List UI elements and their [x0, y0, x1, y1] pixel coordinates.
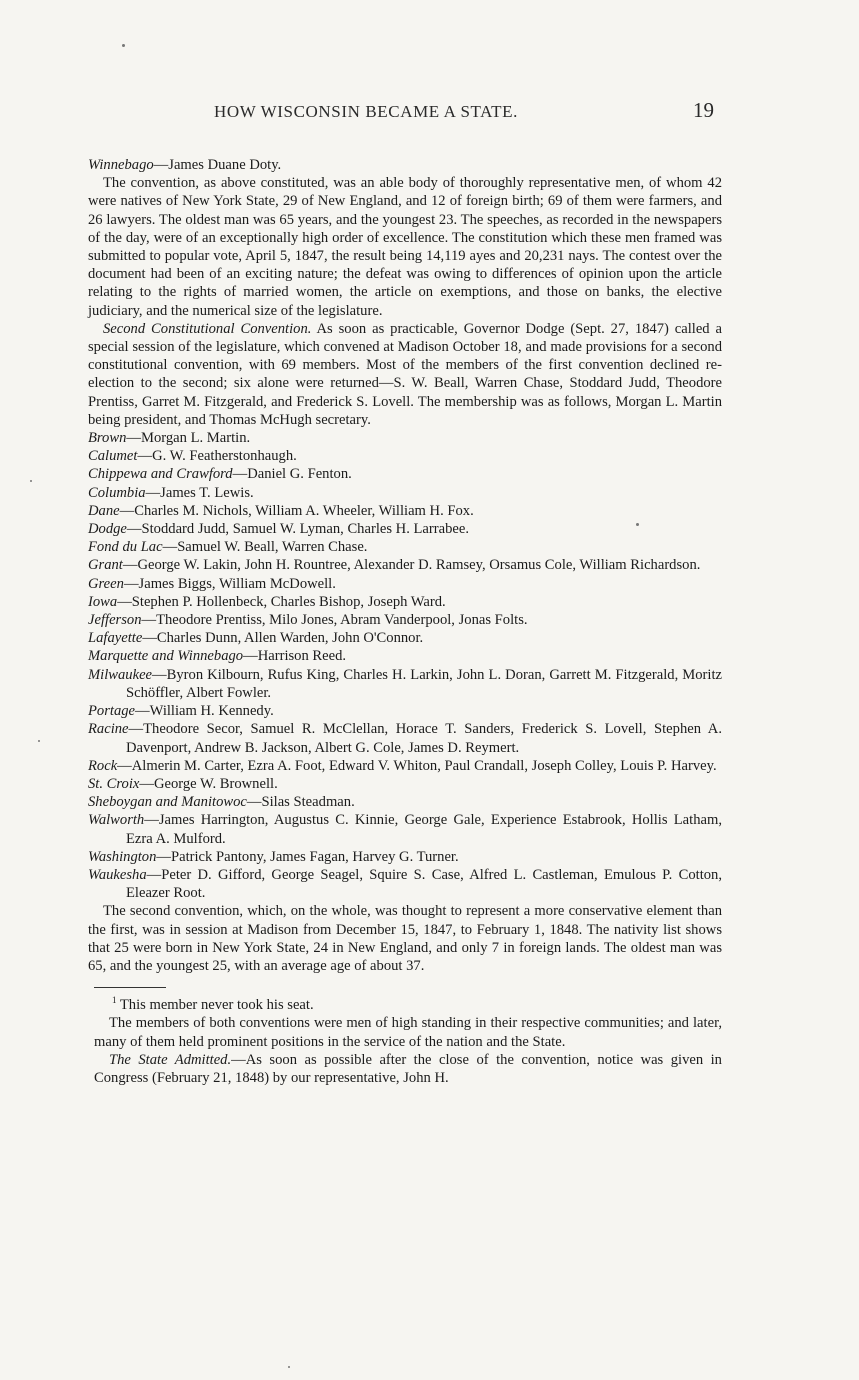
section-heading: Second Constitutional Convention.: [103, 320, 312, 337]
section-text: —As soon as possible after the close of the convention, notice was given in Congress (February 21, 1848) by our representative, John H.: [94, 1051, 722, 1086]
member-entry: [88, 775, 722, 793]
county-members: —George W. Brownell.: [139, 775, 278, 792]
county-members: —Patrick Pantony, James Fagan, Harvey G. Turner.: [156, 848, 459, 865]
county-members: —Daniel G. Fenton.: [232, 466, 352, 483]
county-members: —Charles Dunn, Allen Warden, John O'Connor.: [142, 630, 424, 647]
speck: [288, 1366, 290, 1368]
county-name: Brown: [88, 430, 127, 447]
county-name: Racine: [88, 721, 129, 738]
county-name: Fond du Lac: [88, 539, 163, 556]
page-number: 19: [693, 98, 714, 122]
county-members: —Charles M. Nichols, William A. Wheeler, William H. Fox.: [119, 502, 474, 519]
county-members: —Silas Steadman.: [246, 794, 355, 811]
section-text: As soon as practicable, Governor Dodge (Sept. 27, 1847) called a special session of the legislature, which convened at Madison October 18, and made provisions for a second constitutional convention, with 69 members. Most of the members of the first convention declined re-election to the second; six alone were returned—S. W. Beall, Warren Chase, Stoddard Judd, Theodore Prentiss, Garret M. Fitzgerald, and Frederick S. Lovell. The membership was as follows, Morgan L. Martin being president, and Thomas McHugh secretary.: [88, 320, 722, 428]
member-entry: [88, 611, 722, 629]
county-name: Washington: [88, 848, 157, 865]
section-heading: The State Admitted.: [109, 1051, 232, 1068]
county-name: Sheboygan and Manitowoc: [88, 794, 247, 811]
county-name: Jefferson: [88, 612, 142, 629]
member-entry: [88, 757, 722, 775]
running-title: HOW WISCONSIN BECAME A STATE.: [214, 102, 518, 121]
county-members: —William H. Kennedy.: [135, 703, 274, 720]
running-head: [88, 98, 722, 128]
member-entry: [88, 811, 722, 847]
county-members: —Stoddard Judd, Samuel W. Lyman, Charles H. Larrabee.: [126, 521, 469, 538]
member-entry: [88, 556, 722, 574]
county-name: Iowa: [88, 593, 118, 610]
speck: [30, 480, 32, 482]
member-entry: [88, 866, 722, 902]
speck: [636, 523, 639, 526]
paragraph-state-admitted: [88, 1051, 722, 1087]
member-entry: [88, 538, 722, 556]
county-name: Calumet: [88, 448, 138, 465]
paragraph-second-convention: [88, 320, 722, 429]
county-name: Walworth: [88, 812, 145, 829]
member-entry: [88, 702, 722, 720]
member-entry: [88, 429, 722, 447]
paragraph-standing: The members of both conventions were men of high standing in their respective communities; and later, many of them held prominent positions in the service of the nation and the State.: [94, 1015, 722, 1050]
county-members: —James Biggs, William McDowell.: [123, 575, 336, 592]
county-name: Marquette and Winnebago: [88, 648, 244, 665]
body-text: [88, 156, 722, 1087]
member-entry: [88, 720, 722, 756]
county-members: —Almerin M. Carter, Ezra A. Foot, Edward V. Whiton, Paul Crandall, Joseph Colley, Louis P. Harvey.: [117, 757, 717, 774]
footnote-rule: [94, 987, 166, 988]
paragraph-second-session: The second convention, which, on the whole, was thought to represent a more conservative element than the first, was in session at Madison from December 15, 1847, to February 1, 1848. The nativity list shows that 25 were born in New York State, 24 in New England, and only 7 in foreign lands. The oldest man was 65, and the youngest 25, with an average age of about 37.: [88, 903, 722, 974]
county-members: —Stephen P. Hollenbeck, Charles Bishop, Joseph Ward.: [117, 593, 446, 610]
footnote: [88, 996, 722, 1014]
county-members: —James Harrington, Augustus C. Kinnie, George Gale, Experience Estabrook, Hollis Latham, Ezra A. Mulford.: [126, 812, 722, 847]
member-entry: [88, 666, 722, 702]
county-members: —Theodore Prentiss, Milo Jones, Abram Vanderpool, Jonas Folts.: [141, 612, 528, 629]
member-entry: [88, 447, 722, 465]
county-name: St. Croix: [88, 775, 140, 792]
county-members: —George W. Lakin, John H. Rountree, Alexander D. Ramsey, Orsamus Cole, William Richardson.: [122, 557, 701, 574]
county-name: Portage: [88, 703, 136, 720]
county-members: —Peter D. Gifford, George Seagel, Squire S. Case, Alfred L. Castleman, Emulous P. Cotton, Eleazer Root.: [126, 866, 722, 902]
county-name: Lafayette: [88, 630, 143, 647]
county-name: Milwaukee: [88, 666, 153, 683]
member-entry: [88, 575, 722, 593]
county-name: Dodge: [88, 521, 127, 538]
county-members: —Harrison Reed.: [243, 648, 347, 665]
member-entry: [88, 593, 722, 611]
member-entry: [88, 647, 722, 665]
member-entry: [88, 520, 722, 538]
member-entry: [88, 793, 722, 811]
county-members: —Samuel W. Beall, Warren Chase.: [162, 539, 368, 556]
member-entry: [88, 484, 722, 502]
county-members: —James T. Lewis.: [145, 484, 254, 501]
county-name: Rock: [88, 757, 118, 774]
member-list: [88, 429, 722, 902]
member-entry: [88, 502, 722, 520]
member-entry: [88, 465, 722, 483]
intro-line: [88, 156, 722, 174]
county-members: —Byron Kilbourn, Rufus King, Charles H. Larkin, John L. Doran, Garrett M. Fitzgerald, Moritz Schöffler, Albert Fowler.: [126, 666, 722, 701]
county-members: —Theodore Secor, Samuel R. McClellan, Horace T. Sanders, Frederick S. Lovell, Stephen A. Davenport, Andrew B. Jackson, Albert G. Cole, James D. Reymert.: [126, 721, 722, 756]
county-name: Dane: [88, 502, 120, 519]
county-name: Green: [88, 575, 124, 592]
county-name: Winnebago: [88, 157, 154, 173]
county-name: Columbia: [88, 484, 146, 501]
member-entry: [88, 629, 722, 647]
footnote-marker: 1: [112, 995, 117, 1006]
speck: [122, 44, 125, 47]
county-members: —Morgan L. Martin.: [126, 430, 251, 447]
county-name: Grant: [88, 557, 123, 574]
footnote-text: This member never took his seat.: [116, 997, 314, 1014]
paragraph-convention: The convention, as above constituted, was an able body of thoroughly representative men, of whom 42 were natives of New York State, 29 of New England, and 12 of foreign birth; 69 of them were farmers, and 26 lawyers. The oldest man was 65 years, and the youngest 23. The speeches, as recorded in the newspapers of the day, were of an exceptionally high order of excellence. The constitution which these men framed was submitted to popular vote, April 5, 1847, the result being 14,119 ayes and 20,231 nays. The contest over the document had been of an exciting nature; the defeat was owing to differences of opinion upon the article relating to the rights of married women, the article on exemptions, and those on banks, the elective judiciary, and the numerical size of the legislature.: [88, 175, 722, 319]
county-name: Waukesha: [88, 866, 147, 883]
county-name: Chippewa and Crawford: [88, 466, 233, 483]
speck: [38, 740, 40, 742]
member-entry: [88, 848, 722, 866]
county-members: —James Duane Doty.: [153, 157, 282, 173]
county-members: —G. W. Featherstonhaugh.: [137, 448, 297, 465]
